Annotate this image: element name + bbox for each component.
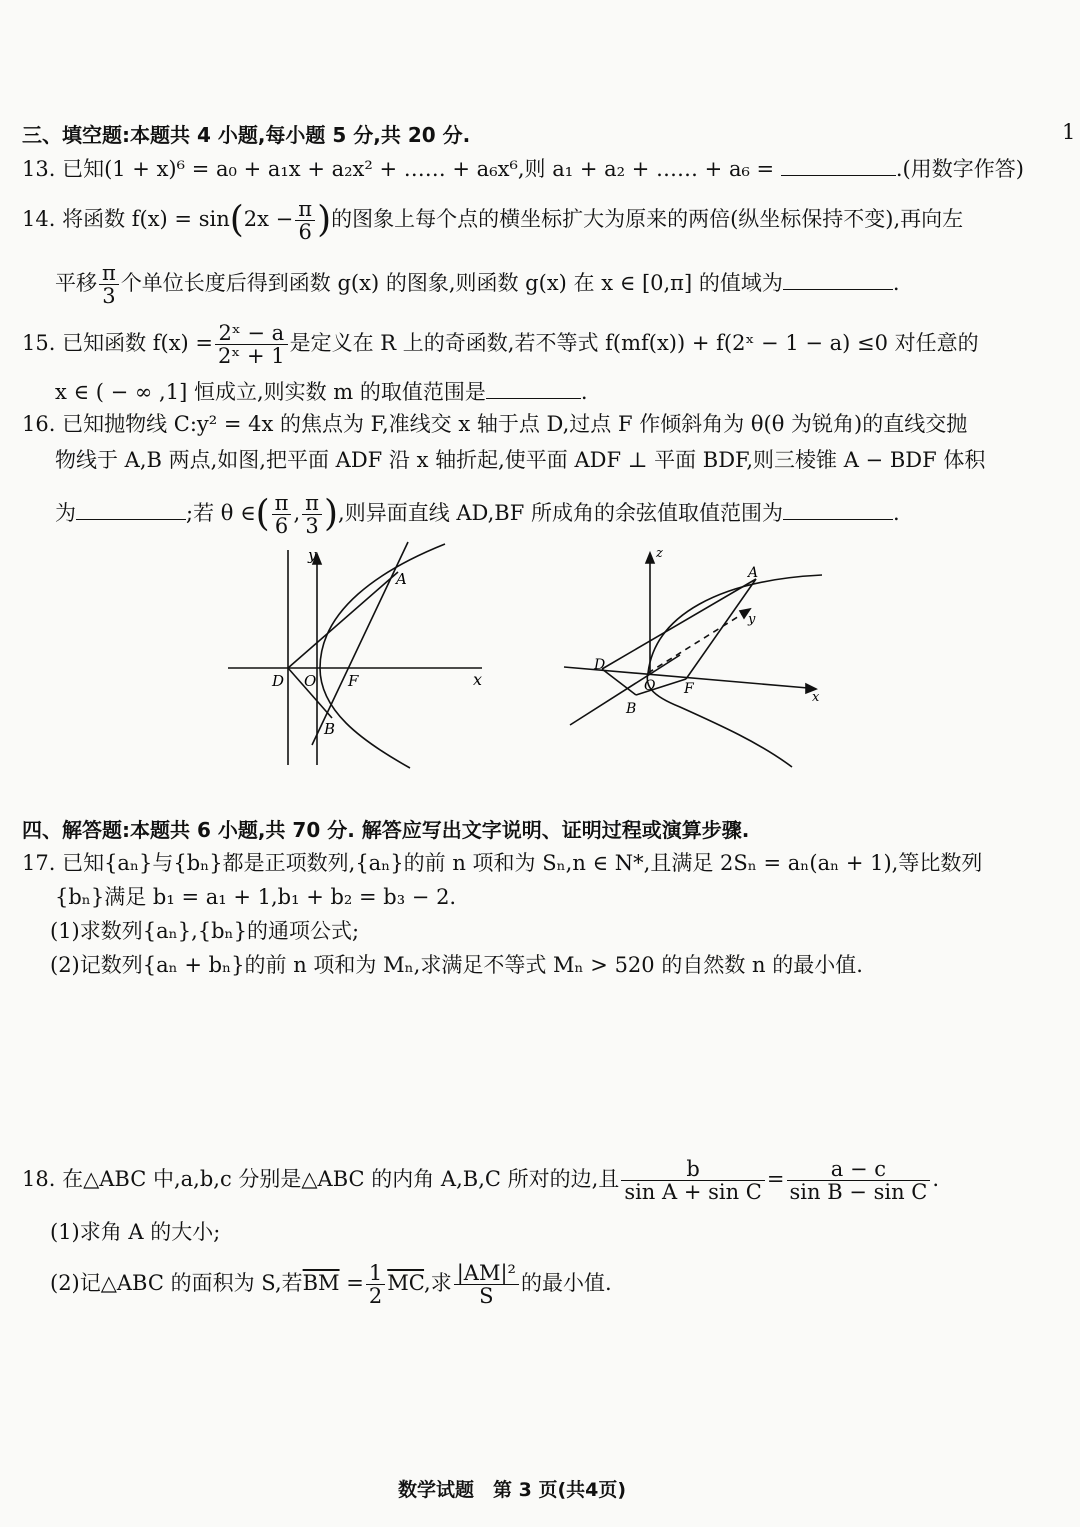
fig2-z-arrow xyxy=(646,553,654,563)
q14-inner: 2x − xyxy=(243,207,294,231)
question-18-part2 xyxy=(50,1262,612,1307)
fig2-label-x: x xyxy=(812,690,820,705)
fig1-label-d: D xyxy=(272,672,285,690)
q16-answer-blank-2[interactable] xyxy=(783,499,893,520)
fig1-line-da xyxy=(288,572,398,668)
q13-suffix: .(用数字作答) xyxy=(895,157,1024,181)
question-18 xyxy=(22,1158,939,1203)
q16-answer-blank-1[interactable] xyxy=(76,499,186,520)
fig2-label-f: F xyxy=(684,681,694,697)
fig2-label-z: z xyxy=(656,546,663,561)
page-footer: 数学试题 第 3 页(共4页) xyxy=(398,1479,627,1501)
q14-pi-over-6: $\frac{\pi}{6}$ xyxy=(295,198,315,243)
q14-part2: 的图象上每个点的横坐标扩大为原来的两倍(纵坐标保持不变),再向左 xyxy=(331,207,964,231)
question-17-line2: {bₙ}满足 b₁ = a₁ + 1,b₁ + b₂ = b₃ − 2. xyxy=(55,885,457,909)
q13-answer-blank[interactable] xyxy=(781,155,896,176)
fig1-line-ab xyxy=(312,542,408,745)
question-15 xyxy=(22,322,979,367)
fig1-parabola xyxy=(320,544,445,768)
q18-half: $\frac{1}{2}$ xyxy=(366,1262,385,1307)
q13-stem: 13. 已知(1 + x)⁶ = a₀ + a₁x + a₂x² + …… + a₆x⁶,则 a₁ + a₂ + …… + a₆ = xyxy=(22,157,775,181)
edge-page-number: 1 xyxy=(1062,120,1076,144)
fig1-label-a: A xyxy=(396,570,407,588)
question-13 xyxy=(22,155,1024,183)
fig1-label-y: y xyxy=(308,546,317,564)
q15-answer-blank[interactable] xyxy=(486,378,581,399)
fig1-label-f: F xyxy=(348,672,359,690)
q18-am-over-s: $\frac{\text{|AM|²}}{S}$ xyxy=(454,1262,519,1307)
fig1-label-o: O xyxy=(304,672,317,690)
section4-heading: 四、解答题:本题共 6 小题,共 70 分. 解答应写出文字说明、证明过程或演算步骤. xyxy=(22,818,750,842)
q15-end: . xyxy=(580,380,588,404)
q18-fraction-left: $\frac{b}{\text{sin A + sin C}}$ xyxy=(621,1158,765,1203)
q18-equals-2: = xyxy=(339,1271,364,1295)
figure-folded-space xyxy=(560,545,830,770)
q14-rparen: ) xyxy=(317,199,332,241)
question-17-part1: (1)求数列{aₙ},{bₙ}的通项公式; xyxy=(50,919,360,943)
q18-p2c: 的最小值. xyxy=(520,1271,612,1295)
q16-line3c: ,则异面直线 AD,BF 所成角的余弦值取值范围为 xyxy=(338,501,783,525)
q14-line2b: 个单位长度后得到函数 g(x) 的图象,则函数 g(x) 在 x ∈ [0,π] 的值域为 xyxy=(120,271,783,295)
q15-part2: 是定义在 R 上的奇函数,若不等式 f(mf(x)) + f(2ˣ − 1 − a) ≤0 对任意的 xyxy=(289,331,979,355)
fig2-lower-curve xyxy=(647,673,792,767)
q16-line3b: ;若 θ ∈ xyxy=(186,501,256,525)
fig2-label-d: D xyxy=(594,657,606,673)
q16-pi-over-6: $\frac{\pi}{6}$ xyxy=(272,492,292,537)
q18-end: . xyxy=(932,1167,940,1191)
question-17-part2: (2)记数列{aₙ + bₙ}的前 n 项和为 Mₙ,求满足不等式 Mₙ > 520 的自然数 n 的最小值. xyxy=(50,953,863,977)
q16-lparen: ( xyxy=(255,493,270,535)
q14-line2a: 平移 xyxy=(55,271,97,295)
fig2-label-y: y xyxy=(748,612,756,627)
q16-pi-over-3: $\frac{\pi}{3}$ xyxy=(302,492,322,537)
q18-vector-bm: $\overline{BM}$ xyxy=(302,1271,340,1295)
question-16-line3: 为 ;若 θ ∈( $\frac{\pi}{6}$ , $\frac{\pi}{3}$ ),则异面直线 AD,BF 所成角的余弦值取值范围为 . xyxy=(55,491,900,538)
q18-equals: = xyxy=(766,1167,785,1191)
fig2-line-b-long xyxy=(570,655,680,725)
q16-end: . xyxy=(893,501,900,525)
figure-parabola-plane xyxy=(220,540,500,770)
q14-part1: 14. 将函数 f(x) = sin xyxy=(22,207,230,231)
fig1-label-b: B xyxy=(324,720,336,738)
q18-p2a: (2)记△ABC 的面积为 S,若 xyxy=(50,1271,303,1295)
q15-part1: 15. 已知函数 f(x) = xyxy=(22,331,214,355)
q14-pi-over-3: $\frac{\pi}{3}$ xyxy=(99,262,119,307)
q16-line3a: 为 xyxy=(55,501,76,525)
question-14-line2 xyxy=(55,262,900,307)
q15-line2: x ∈ ( − ∞ ,1] 恒成立,则实数 m 的取值范围是 xyxy=(55,380,486,404)
q18-fraction-right: $\frac{a - c}{\text{sin B − sin C}}$ xyxy=(787,1158,931,1203)
q14-answer-blank[interactable] xyxy=(783,269,893,290)
section3-heading: 三、填空题:本题共 4 小题,每小题 5 分,共 20 分. xyxy=(22,123,471,147)
question-16-line2: 物线于 A,B 两点,如图,把平面 ADF 沿 x 轴折起,使平面 ADF ⊥ 平面 BDF,则三棱锥 A − BDF 体积 xyxy=(55,448,986,472)
q16-rparen: ) xyxy=(323,493,339,535)
q18-p2b: ,求 xyxy=(424,1271,452,1295)
question-18-part1: (1)求角 A 的大小; xyxy=(50,1220,221,1244)
q14-lparen: ( xyxy=(229,199,244,241)
question-16-line1: 16. 已知抛物线 C:y² = 4x 的焦点为 F,准线交 x 轴于点 D,过点 F 作倾斜角为 θ(θ 为锐角)的直线交抛 xyxy=(22,412,968,436)
fig2-label-o: O xyxy=(644,678,656,694)
fig1-label-x: x xyxy=(473,670,483,689)
question-14 xyxy=(22,198,963,243)
q18-vector-mc: $\overline{MC}$ xyxy=(387,1271,425,1295)
q18-stem: 18. 在△ABC 中,a,b,c 分别是△ABC 的内角 A,B,C 所对的边,且 xyxy=(22,1167,620,1191)
question-15-line2 xyxy=(55,378,588,406)
fig2-label-b: B xyxy=(626,701,637,717)
fig2-label-a: A xyxy=(748,565,759,581)
q15-fraction: $\frac{\text{2ˣ − a}}{\text{2ˣ + 1}}$ xyxy=(215,322,288,367)
question-17-line1: 17. 已知{aₙ}与{bₙ}都是正项数列,{aₙ}的前 n 项和为 Sₙ,n ∈ N*,且满足 2Sₙ = aₙ(aₙ + 1),等比数列 xyxy=(22,851,983,875)
q14-end: . xyxy=(892,271,900,295)
